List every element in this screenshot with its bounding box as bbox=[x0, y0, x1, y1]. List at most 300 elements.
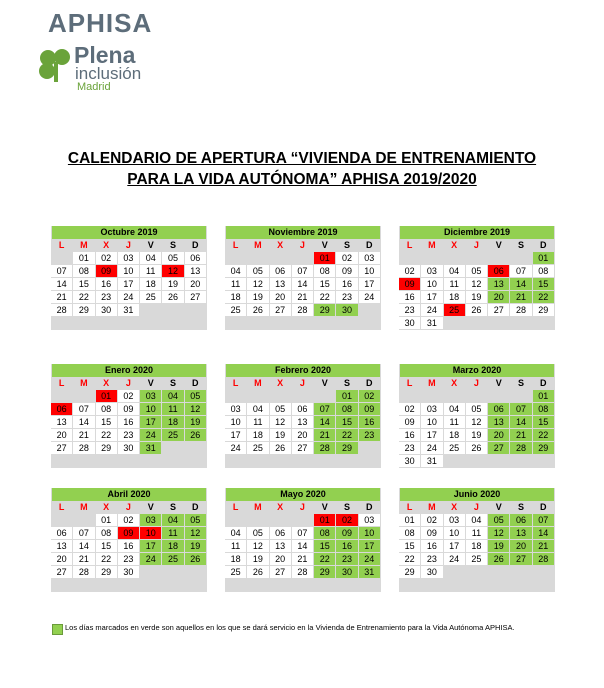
day-cell: 03 bbox=[421, 403, 443, 416]
day-cell: 19 bbox=[488, 540, 510, 553]
empty-cell bbox=[533, 566, 555, 579]
weekday-header: J bbox=[118, 239, 140, 252]
empty-cell bbox=[185, 455, 207, 468]
month-days-grid bbox=[225, 501, 381, 592]
day-cell: 01 bbox=[314, 252, 336, 265]
empty-cell bbox=[488, 252, 510, 265]
day-cell: 18 bbox=[162, 540, 184, 553]
day-cell: 19 bbox=[185, 540, 207, 553]
day-cell: 10 bbox=[225, 416, 247, 429]
day-cell: 01 bbox=[96, 514, 118, 527]
empty-cell bbox=[270, 252, 292, 265]
day-cell: 16 bbox=[336, 540, 358, 553]
clover-icon bbox=[38, 48, 72, 84]
day-cell: 13 bbox=[51, 416, 73, 429]
day-cell: 23 bbox=[96, 291, 118, 304]
empty-cell bbox=[314, 455, 336, 468]
day-cell: 20 bbox=[51, 429, 73, 442]
month-days-grid bbox=[225, 239, 381, 330]
weekday-header: J bbox=[466, 501, 488, 514]
empty-cell bbox=[292, 317, 314, 330]
day-cell: 30 bbox=[421, 566, 443, 579]
weekday-header: X bbox=[96, 377, 118, 390]
empty-cell bbox=[96, 455, 118, 468]
weekday-header: S bbox=[336, 501, 358, 514]
day-cell: 27 bbox=[185, 291, 207, 304]
day-cell: 10 bbox=[359, 265, 381, 278]
weekday-header: L bbox=[399, 377, 421, 390]
day-cell: 27 bbox=[292, 442, 314, 455]
day-cell: 06 bbox=[270, 265, 292, 278]
day-cell: 11 bbox=[247, 416, 269, 429]
day-cell: 19 bbox=[466, 429, 488, 442]
day-cell: 08 bbox=[314, 527, 336, 540]
day-cell: 07 bbox=[292, 265, 314, 278]
day-cell: 14 bbox=[314, 416, 336, 429]
empty-cell bbox=[51, 317, 73, 330]
day-cell: 05 bbox=[247, 527, 269, 540]
day-cell: 25 bbox=[444, 442, 466, 455]
day-cell: 10 bbox=[359, 527, 381, 540]
empty-cell bbox=[247, 579, 269, 592]
empty-cell bbox=[51, 514, 73, 527]
empty-cell bbox=[510, 455, 532, 468]
day-cell: 23 bbox=[118, 553, 140, 566]
empty-cell bbox=[225, 317, 247, 330]
weekday-header: S bbox=[162, 501, 184, 514]
empty-cell bbox=[421, 390, 443, 403]
day-cell: 15 bbox=[73, 278, 95, 291]
day-cell: 14 bbox=[292, 540, 314, 553]
day-cell: 23 bbox=[118, 429, 140, 442]
weekday-header: X bbox=[444, 377, 466, 390]
day-cell: 04 bbox=[162, 390, 184, 403]
day-cell: 24 bbox=[421, 442, 443, 455]
weekday-header: D bbox=[359, 377, 381, 390]
day-cell: 18 bbox=[140, 278, 162, 291]
day-cell: 28 bbox=[73, 566, 95, 579]
day-cell: 30 bbox=[399, 455, 421, 468]
day-cell: 12 bbox=[185, 527, 207, 540]
day-cell: 24 bbox=[140, 429, 162, 442]
empty-cell bbox=[96, 317, 118, 330]
day-cell: 17 bbox=[140, 540, 162, 553]
empty-cell bbox=[510, 317, 532, 330]
day-cell: 29 bbox=[533, 304, 555, 317]
day-cell: 22 bbox=[96, 553, 118, 566]
day-cell: 05 bbox=[185, 390, 207, 403]
day-cell: 25 bbox=[140, 291, 162, 304]
day-cell: 22 bbox=[314, 553, 336, 566]
empty-cell bbox=[488, 455, 510, 468]
day-cell: 24 bbox=[359, 291, 381, 304]
day-cell: 10 bbox=[118, 265, 140, 278]
day-cell: 20 bbox=[51, 553, 73, 566]
day-cell: 06 bbox=[510, 514, 532, 527]
day-cell: 01 bbox=[336, 390, 358, 403]
day-cell: 10 bbox=[444, 527, 466, 540]
empty-cell bbox=[488, 579, 510, 592]
weekday-header: X bbox=[444, 501, 466, 514]
day-cell: 18 bbox=[444, 429, 466, 442]
day-cell: 14 bbox=[510, 416, 532, 429]
day-cell: 01 bbox=[96, 390, 118, 403]
empty-cell bbox=[270, 390, 292, 403]
empty-cell bbox=[247, 390, 269, 403]
day-cell: 11 bbox=[466, 527, 488, 540]
empty-cell bbox=[359, 304, 381, 317]
empty-cell bbox=[140, 566, 162, 579]
day-cell: 29 bbox=[73, 304, 95, 317]
day-cell: 07 bbox=[510, 403, 532, 416]
day-cell: 27 bbox=[270, 566, 292, 579]
weekday-header: M bbox=[421, 377, 443, 390]
empty-cell bbox=[399, 252, 421, 265]
day-cell: 30 bbox=[336, 566, 358, 579]
day-cell: 08 bbox=[96, 403, 118, 416]
page-title bbox=[0, 148, 604, 190]
day-cell: 15 bbox=[96, 416, 118, 429]
weekday-header: V bbox=[488, 239, 510, 252]
day-cell: 06 bbox=[270, 527, 292, 540]
day-cell: 30 bbox=[118, 566, 140, 579]
weekday-header: D bbox=[359, 239, 381, 252]
empty-cell bbox=[247, 252, 269, 265]
day-cell: 04 bbox=[444, 403, 466, 416]
day-cell: 23 bbox=[399, 442, 421, 455]
day-cell: 20 bbox=[270, 553, 292, 566]
empty-cell bbox=[225, 252, 247, 265]
day-cell: 08 bbox=[533, 265, 555, 278]
day-cell: 19 bbox=[185, 416, 207, 429]
day-cell: 09 bbox=[399, 278, 421, 291]
day-cell: 06 bbox=[292, 403, 314, 416]
day-cell: 01 bbox=[533, 390, 555, 403]
day-cell: 17 bbox=[421, 429, 443, 442]
day-cell: 10 bbox=[421, 278, 443, 291]
empty-cell bbox=[314, 390, 336, 403]
empty-cell bbox=[96, 579, 118, 592]
empty-cell bbox=[118, 455, 140, 468]
legend bbox=[52, 624, 572, 636]
day-cell: 03 bbox=[118, 252, 140, 265]
empty-cell bbox=[533, 579, 555, 592]
day-cell: 05 bbox=[488, 514, 510, 527]
empty-cell bbox=[466, 566, 488, 579]
day-cell: 12 bbox=[162, 265, 184, 278]
day-cell: 21 bbox=[73, 429, 95, 442]
day-cell: 18 bbox=[225, 291, 247, 304]
day-cell: 26 bbox=[466, 442, 488, 455]
day-cell: 21 bbox=[510, 291, 532, 304]
weekday-header: V bbox=[314, 501, 336, 514]
empty-cell bbox=[510, 252, 532, 265]
day-cell: 15 bbox=[399, 540, 421, 553]
weekday-header: M bbox=[73, 501, 95, 514]
day-cell: 21 bbox=[314, 429, 336, 442]
day-cell: 28 bbox=[510, 442, 532, 455]
empty-cell bbox=[359, 455, 381, 468]
day-cell: 03 bbox=[225, 403, 247, 416]
day-cell: 15 bbox=[96, 540, 118, 553]
day-cell: 25 bbox=[225, 566, 247, 579]
weekday-header: J bbox=[466, 239, 488, 252]
day-cell: 18 bbox=[225, 553, 247, 566]
weekday-header: X bbox=[96, 501, 118, 514]
day-cell: 01 bbox=[533, 252, 555, 265]
weekday-header: L bbox=[51, 501, 73, 514]
day-cell: 31 bbox=[118, 304, 140, 317]
day-cell: 17 bbox=[444, 540, 466, 553]
weekday-header: M bbox=[247, 239, 269, 252]
legend-text: Los días marcados en verde son aquellos en los que se dará servicio en la Vivienda de Entrenamiento para la Vida Autónoma APHISA. bbox=[65, 623, 515, 632]
day-cell: 13 bbox=[270, 540, 292, 553]
day-cell: 26 bbox=[185, 553, 207, 566]
day-cell: 27 bbox=[270, 304, 292, 317]
day-cell: 27 bbox=[51, 566, 73, 579]
day-cell: 08 bbox=[336, 403, 358, 416]
day-cell: 14 bbox=[51, 278, 73, 291]
day-cell: 19 bbox=[247, 291, 269, 304]
day-cell: 28 bbox=[510, 304, 532, 317]
day-cell: 18 bbox=[162, 416, 184, 429]
day-cell: 15 bbox=[533, 416, 555, 429]
weekday-header: X bbox=[270, 239, 292, 252]
empty-cell bbox=[466, 455, 488, 468]
day-cell: 24 bbox=[359, 553, 381, 566]
empty-cell bbox=[185, 566, 207, 579]
weekday-header: L bbox=[399, 501, 421, 514]
weekday-header: L bbox=[225, 239, 247, 252]
day-cell: 04 bbox=[225, 265, 247, 278]
day-cell: 10 bbox=[421, 416, 443, 429]
empty-cell bbox=[51, 455, 73, 468]
day-cell: 02 bbox=[359, 390, 381, 403]
day-cell: 12 bbox=[185, 403, 207, 416]
empty-cell bbox=[118, 579, 140, 592]
weekday-header: D bbox=[359, 501, 381, 514]
day-cell: 03 bbox=[140, 514, 162, 527]
day-cell: 17 bbox=[225, 429, 247, 442]
day-cell: 02 bbox=[118, 514, 140, 527]
empty-cell bbox=[533, 317, 555, 330]
day-cell: 28 bbox=[73, 442, 95, 455]
empty-cell bbox=[162, 566, 184, 579]
day-cell: 04 bbox=[140, 252, 162, 265]
day-cell: 19 bbox=[247, 553, 269, 566]
day-cell: 28 bbox=[51, 304, 73, 317]
month-days-grid bbox=[225, 377, 381, 468]
day-cell: 13 bbox=[270, 278, 292, 291]
day-cell: 05 bbox=[466, 403, 488, 416]
month-title: Diciembre 2019 bbox=[400, 226, 554, 239]
empty-cell bbox=[444, 455, 466, 468]
day-cell: 17 bbox=[140, 416, 162, 429]
day-cell: 27 bbox=[488, 442, 510, 455]
day-cell: 15 bbox=[314, 540, 336, 553]
day-cell: 03 bbox=[421, 265, 443, 278]
day-cell: 22 bbox=[399, 553, 421, 566]
day-cell: 08 bbox=[314, 265, 336, 278]
day-cell: 29 bbox=[96, 442, 118, 455]
day-cell: 15 bbox=[533, 278, 555, 291]
day-cell: 07 bbox=[533, 514, 555, 527]
empty-cell bbox=[140, 455, 162, 468]
day-cell: 16 bbox=[336, 278, 358, 291]
day-cell: 17 bbox=[118, 278, 140, 291]
empty-cell bbox=[421, 252, 443, 265]
empty-cell bbox=[466, 390, 488, 403]
day-cell: 02 bbox=[421, 514, 443, 527]
empty-cell bbox=[314, 579, 336, 592]
month-days-grid bbox=[399, 239, 555, 330]
empty-cell bbox=[51, 579, 73, 592]
day-cell: 20 bbox=[510, 540, 532, 553]
empty-cell bbox=[247, 317, 269, 330]
day-cell: 28 bbox=[533, 553, 555, 566]
empty-cell bbox=[399, 390, 421, 403]
day-cell: 26 bbox=[185, 429, 207, 442]
day-cell: 07 bbox=[510, 265, 532, 278]
title-line-1: CALENDARIO DE APERTURA “VIVIENDA DE ENTRENAMIENTO bbox=[67, 150, 537, 167]
day-cell: 13 bbox=[185, 265, 207, 278]
day-cell: 16 bbox=[421, 540, 443, 553]
day-cell: 23 bbox=[399, 304, 421, 317]
day-cell: 09 bbox=[399, 416, 421, 429]
empty-cell bbox=[466, 252, 488, 265]
month-calendar bbox=[225, 226, 381, 330]
day-cell: 31 bbox=[140, 442, 162, 455]
empty-cell bbox=[292, 579, 314, 592]
empty-cell bbox=[399, 579, 421, 592]
day-cell: 25 bbox=[466, 553, 488, 566]
day-cell: 13 bbox=[51, 540, 73, 553]
day-cell: 07 bbox=[314, 403, 336, 416]
weekday-header: D bbox=[533, 239, 555, 252]
day-cell: 04 bbox=[162, 514, 184, 527]
month-calendar bbox=[51, 364, 207, 468]
day-cell: 07 bbox=[73, 403, 95, 416]
weekday-header: V bbox=[140, 501, 162, 514]
day-cell: 03 bbox=[444, 514, 466, 527]
day-cell: 30 bbox=[336, 304, 358, 317]
logo-aphisa-text: APHISA bbox=[48, 8, 153, 38]
day-cell: 27 bbox=[510, 553, 532, 566]
day-cell: 10 bbox=[140, 527, 162, 540]
empty-cell bbox=[533, 455, 555, 468]
day-cell: 21 bbox=[510, 429, 532, 442]
weekday-header: X bbox=[270, 377, 292, 390]
day-cell: 16 bbox=[96, 278, 118, 291]
weekday-header: D bbox=[533, 377, 555, 390]
weekday-header: J bbox=[292, 239, 314, 252]
day-cell: 12 bbox=[466, 278, 488, 291]
empty-cell bbox=[270, 579, 292, 592]
day-cell: 06 bbox=[51, 527, 73, 540]
day-cell: 22 bbox=[533, 429, 555, 442]
day-cell: 21 bbox=[292, 291, 314, 304]
day-cell: 12 bbox=[270, 416, 292, 429]
empty-cell bbox=[162, 579, 184, 592]
empty-cell bbox=[488, 566, 510, 579]
empty-cell bbox=[51, 390, 73, 403]
month-title: Noviembre 2019 bbox=[226, 226, 380, 239]
day-cell: 12 bbox=[488, 527, 510, 540]
weekday-header: M bbox=[73, 239, 95, 252]
weekday-header: D bbox=[185, 377, 207, 390]
empty-cell bbox=[359, 442, 381, 455]
day-cell: 24 bbox=[140, 553, 162, 566]
weekday-header: X bbox=[270, 501, 292, 514]
empty-cell bbox=[73, 579, 95, 592]
day-cell: 30 bbox=[118, 442, 140, 455]
day-cell: 02 bbox=[399, 403, 421, 416]
weekday-header: M bbox=[247, 377, 269, 390]
weekday-header: D bbox=[185, 501, 207, 514]
empty-cell bbox=[140, 579, 162, 592]
day-cell: 31 bbox=[421, 317, 443, 330]
day-cell: 28 bbox=[292, 304, 314, 317]
weekday-header: V bbox=[314, 239, 336, 252]
weekday-header: X bbox=[96, 239, 118, 252]
empty-cell bbox=[444, 566, 466, 579]
day-cell: 12 bbox=[247, 540, 269, 553]
day-cell: 04 bbox=[247, 403, 269, 416]
day-cell: 19 bbox=[270, 429, 292, 442]
day-cell: 09 bbox=[118, 403, 140, 416]
empty-cell bbox=[162, 442, 184, 455]
empty-cell bbox=[185, 442, 207, 455]
day-cell: 09 bbox=[359, 403, 381, 416]
day-cell: 23 bbox=[336, 291, 358, 304]
weekday-header: S bbox=[162, 377, 184, 390]
weekday-header: S bbox=[510, 239, 532, 252]
day-cell: 08 bbox=[73, 265, 95, 278]
day-cell: 03 bbox=[140, 390, 162, 403]
logo-madrid-text: Madrid bbox=[77, 81, 111, 93]
day-cell: 11 bbox=[140, 265, 162, 278]
weekday-header: L bbox=[51, 377, 73, 390]
day-cell: 02 bbox=[118, 390, 140, 403]
month-title: Mayo 2020 bbox=[226, 488, 380, 501]
weekday-header: V bbox=[314, 377, 336, 390]
day-cell: 05 bbox=[162, 252, 184, 265]
day-cell: 25 bbox=[247, 442, 269, 455]
day-cell: 22 bbox=[314, 291, 336, 304]
month-days-grid bbox=[51, 239, 207, 330]
day-cell: 24 bbox=[444, 553, 466, 566]
weekday-header: M bbox=[247, 501, 269, 514]
day-cell: 15 bbox=[336, 416, 358, 429]
weekday-header: V bbox=[488, 377, 510, 390]
day-cell: 28 bbox=[292, 566, 314, 579]
month-title: Febrero 2020 bbox=[226, 364, 380, 377]
day-cell: 02 bbox=[399, 265, 421, 278]
day-cell: 07 bbox=[73, 527, 95, 540]
day-cell: 11 bbox=[225, 278, 247, 291]
day-cell: 18 bbox=[444, 291, 466, 304]
day-cell: 09 bbox=[96, 265, 118, 278]
day-cell: 05 bbox=[247, 265, 269, 278]
day-cell: 21 bbox=[73, 553, 95, 566]
day-cell: 31 bbox=[421, 455, 443, 468]
weekday-header: M bbox=[73, 377, 95, 390]
empty-cell bbox=[51, 252, 73, 265]
day-cell: 24 bbox=[118, 291, 140, 304]
legend-green-swatch bbox=[52, 624, 63, 635]
day-cell: 13 bbox=[488, 416, 510, 429]
day-cell: 23 bbox=[359, 429, 381, 442]
